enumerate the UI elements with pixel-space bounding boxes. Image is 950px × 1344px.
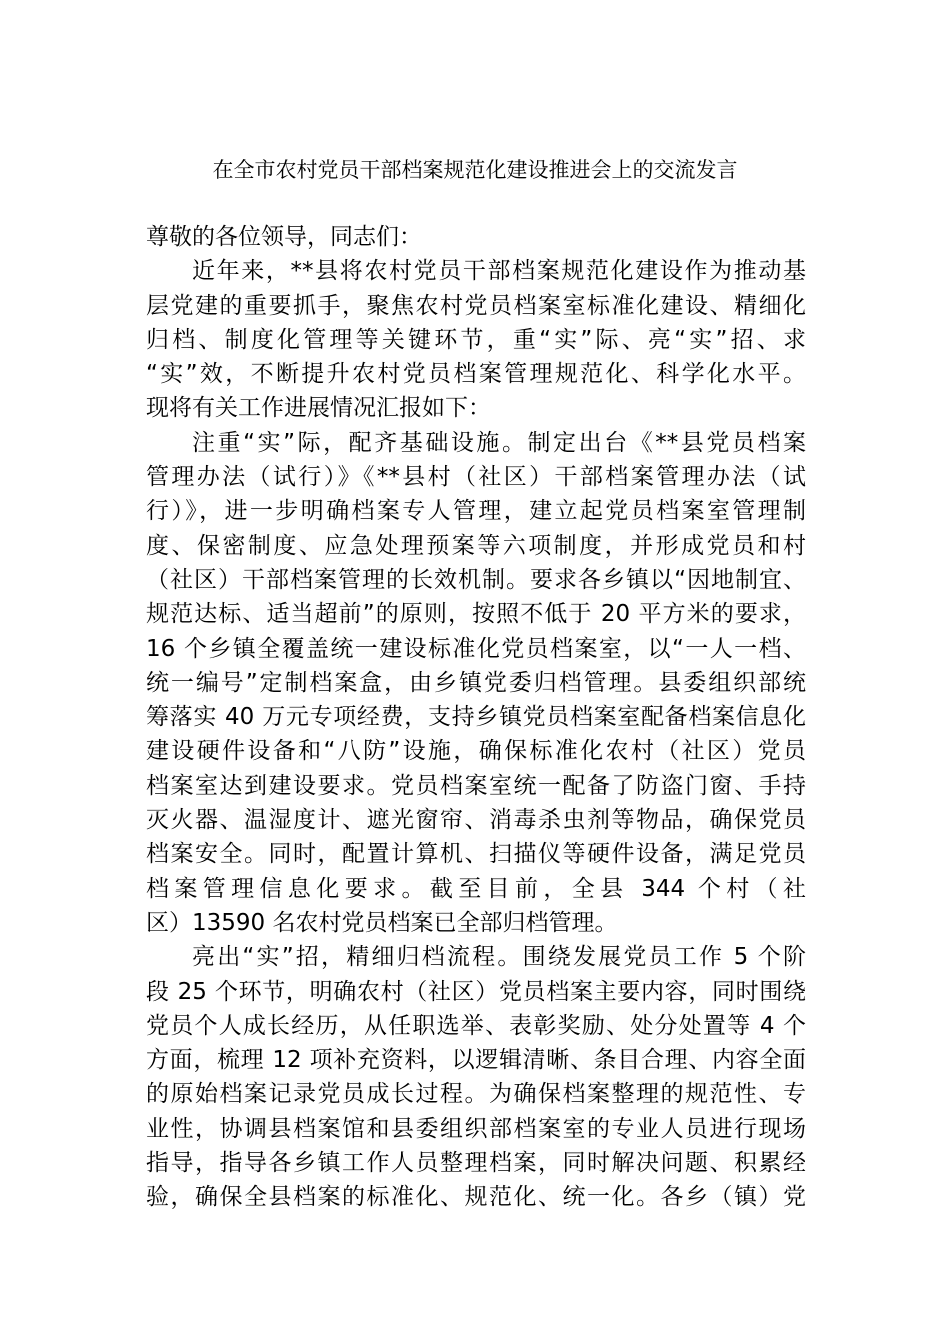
body-line: “实”效，不断提升农村党员档案管理规范化、科学化水平。 [146, 361, 806, 388]
body-line: 筹落实 40 万元专项经费，支持乡镇党员档案室配备档案信息化 [146, 704, 806, 731]
body-line: 现将有关工作进展情况汇报如下： [146, 395, 491, 422]
body-line: 亮出“实”招，精细归档流程。围绕发展党员工作 5 个阶 [192, 944, 806, 971]
document-title: 在全市农村党员干部档案规范化建设推进会上的交流发言 [212, 158, 738, 182]
body-line: 党员个人成长经历，从任职选举、表彰奖励、处分处置等 4 个 [146, 1012, 806, 1039]
body-line: 近年来，**县将农村党员干部档案规范化建设作为推动基 [192, 258, 806, 285]
body-line: （社区）干部档案管理的长效机制。要求各乡镇以“因地制宜、 [146, 566, 806, 593]
body-line: 16 个乡镇全覆盖统一建设标准化党员档案室，以“一人一档、 [146, 635, 806, 662]
body-line: 方面，梳理 12 项补充资料，以逻辑清晰、条目合理、内容全面 [146, 1047, 806, 1074]
body-line: 段 25 个环节，明确农村（社区）党员档案主要内容，同时围绕 [146, 978, 806, 1005]
body-line: 业性，协调县档案馆和县委组织部档案室的专业人员进行现场 [146, 1115, 806, 1142]
body-line: 尊敬的各位领导，同志们： [146, 224, 422, 250]
body-line: 行）》，进一步明确档案专人管理，建立起党员档案室管理制 [146, 498, 806, 525]
body-line: 层党建的重要抓手，聚焦农村党员档案室标准化建设、精细化 [146, 292, 806, 319]
body-line: 管理办法（试行）》《**县村（社区）干部档案管理办法（试 [146, 464, 806, 491]
body-line: 的原始档案记录党员成长过程。为确保档案整理的规范性、专 [146, 1081, 806, 1108]
body-line: 灭火器、温湿度计、遮光窗帘、消毒杀虫剂等物品，确保党员 [146, 807, 806, 834]
body-line: 规范达标、适当超前”的原则，按照不低于 20 平方米的要求， [146, 601, 806, 628]
body-line: 归档、制度化管理等关键环节，重“实”际、亮“实”招、求 [146, 326, 806, 353]
body-line: 度、保密制度、应急处理预案等六项制度，并形成党员和村 [146, 532, 806, 559]
body-line: 验，确保全县档案的标准化、规范化、统一化。各乡（镇）党 [146, 1184, 806, 1211]
body-line: 指导，指导各乡镇工作人员整理档案，同时解决问题、积累经 [146, 1150, 806, 1177]
body-line: 档案安全。同时，配置计算机、扫描仪等硬件设备，满足党员 [146, 841, 806, 868]
body-line: 区）13590 名农村党员档案已全部归档管理。 [146, 909, 618, 936]
body-line: 注重“实”际，配齐基础设施。制定出台《**县党员档案 [192, 429, 806, 456]
body-line: 建设硬件设备和“八防”设施，确保标准化农村（社区）党员 [146, 738, 806, 765]
body-line: 档案管理信息化要求。截至目前，全县 344 个村（社 [146, 875, 806, 902]
body-line: 统一编号”定制档案盒，由乡镇党委归档管理。县委组织部统 [146, 669, 806, 696]
body-line: 档案室达到建设要求。党员档案室统一配备了防盗门窗、手持 [146, 772, 806, 799]
document-body [146, 220, 806, 1215]
